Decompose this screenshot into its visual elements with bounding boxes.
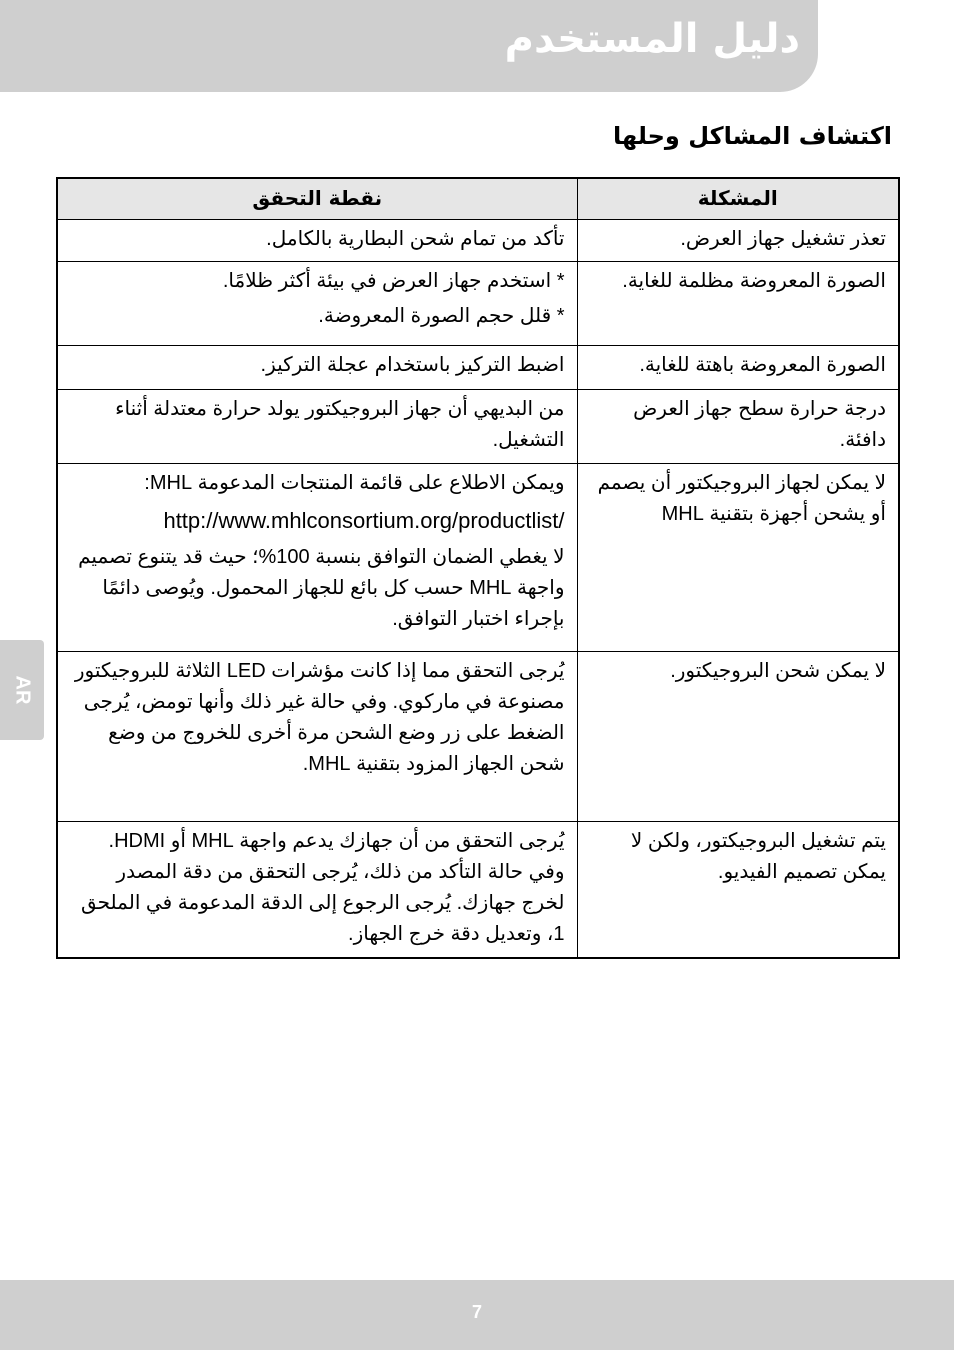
manual-title: دليل المستخدم: [504, 16, 800, 62]
table-row: [57, 822, 899, 958]
check-line: * استخدم جهاز العرض في بيئة أكثر ظلامًا.: [222, 270, 565, 292]
check-line: تأكد من تمام شحن البطارية بالكامل.: [266, 228, 565, 250]
problem-cell: تعذر تشغيل جهاز العرض.: [577, 220, 899, 262]
check-cell: [57, 262, 577, 346]
check-line: * قلل حجم الصورة المعروضة.: [318, 305, 565, 327]
header-check: نقطة التحقق: [57, 178, 577, 220]
table-row: [57, 346, 899, 390]
check-intro: ويمكن الاطلاع على قائمة المنتجات المدعومة MHL:: [144, 472, 565, 494]
check-cell: [57, 822, 577, 958]
check-cell: [57, 346, 577, 390]
page-number: 7: [471, 1302, 482, 1322]
problem-cell: درجة حرارة سطح جهاز العرض دافئة.: [577, 390, 899, 464]
check-cell: [57, 220, 577, 262]
header-band: [0, 0, 818, 92]
problem-cell: الصورة المعروضة باهتة للغاية.: [577, 346, 899, 390]
table-row: [57, 464, 899, 652]
check-line: يُرجى التحقق مما إذا كانت مؤشرات LED الثلاثة للبروجيكتور مصنوعة في ماركوي. وفي حالة غير ذلك وأنها تومض، يُرجى الضغط على زر وضع الشحن مرة أخرى للخروج من وضع شحن الجهاز المزود بتقنية MHL.: [74, 660, 565, 775]
check-line: اضبط التركيز باستخدام عجلة التركيز.: [260, 354, 565, 376]
check-line: من البديهي أن جهاز البروجيكتور يولد حرارة معتدلة أثناء التشغيل.: [115, 398, 565, 451]
check-note: لا يغطي الضمان التوافق بنسبة 100%؛ حيث قد يتنوع تصميم واجهة MHL حسب كل بائع للجهاز المحمول. ويُوصى دائمًا بإجراء اختبار التوافق.: [78, 546, 565, 630]
header-problem: المشكلة: [577, 178, 899, 220]
problem-cell: الصورة المعروضة مظلمة للغاية.: [577, 262, 899, 346]
check-cell: [57, 652, 577, 822]
table-row: [57, 220, 899, 262]
language-tab-label: AR: [11, 675, 34, 705]
table-row: [57, 390, 899, 464]
product-list-link[interactable]: http://www.mhlconsortium.org/productlist/: [163, 508, 565, 533]
section-title: اكتشاف المشاكل وحلها: [612, 122, 892, 150]
problem-cell: يتم تشغيل البروجيكتور، ولكن لا يمكن تصميم الفيديو.: [577, 822, 899, 958]
check-cell: [57, 464, 577, 652]
table-header-row: [57, 178, 899, 220]
check-line: يُرجى التحقق من أن جهازك يدعم واجهة MHL أو HDMI. وفي حالة التأكد من ذلك، يُرجى التحقق من دقة المصدر لخرج جهازك. يُرجى الرجوع إلى الدقة المدعومة في الملحق 1، وتعديل دقة خرج الجهاز.: [80, 830, 565, 945]
language-tab: [0, 640, 44, 740]
troubleshooting-table: [56, 177, 900, 959]
problem-cell: لا يمكن لجهاز البروجيكتور أن يصمم أو يشحن أجهزة بتقنية MHL: [577, 464, 899, 652]
check-cell: [57, 390, 577, 464]
problem-cell: لا يمكن شحن البروجيكتور.: [577, 652, 899, 822]
table-row: [57, 652, 899, 822]
footer-band: [0, 1280, 954, 1350]
table-row: [57, 262, 899, 346]
